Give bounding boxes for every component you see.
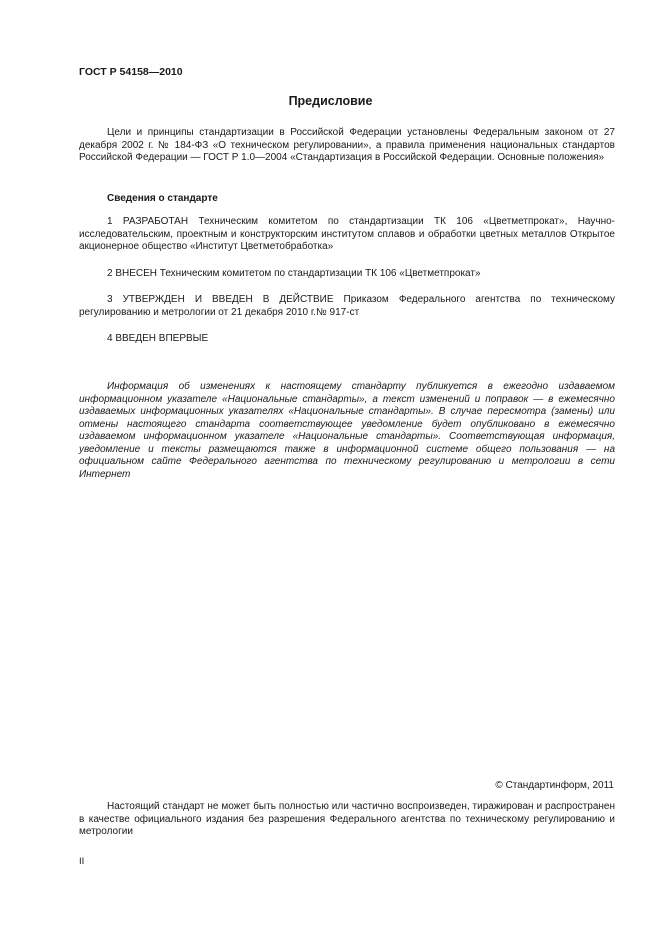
item-4: 4 ВВЕДЕН ВПЕРВЫЕ (107, 333, 209, 344)
rights-paragraph: Настоящий стандарт не может быть полностью или частично воспроизведен, тиражирован и распространен в качестве официального издания без разрешения Федерального агентства по техническому регулированию и метрологии (79, 801, 615, 837)
item-2: 2 ВНЕСЕН Техническим комитетом по стандартизации ТК 106 «Цветметпрокат» (107, 268, 481, 279)
intro-paragraph: Цели и принципы стандартизации в Российской Федерации установлены Федеральным законом от 27 декабря 2002 г. № 184-ФЗ «О техническом регулировании», а правила применения национальных стандартов Российской Федерации — ГОСТ Р 1.0—2004 «Стандартизация в Российской Федерации. Основные положения» (79, 127, 615, 163)
notice-paragraph: Информация об изменениях к настоящему стандарту публикуется в ежегодно издаваемом информационном указателе «Национальные стандарты», а текст изменений и поправок — в ежемесячно издаваемых информационных указателях «Национальные стандарты». В случае пересмотра (замены) или отмены настоящего стандарта соответствующее уведомление будет опубликовано в ежемесячно издаваемом информационном указателе «Национальные стандарты». Соответствующая информация, уведомление и тексты размещаются также в информационной системе общего пользования — на официальном сайте Федерального агентства по техническому регулированию и метрологии в сети Интернет (79, 381, 615, 480)
item-1: 1 РАЗРАБОТАН Техническим комитетом по стандартизации ТК 106 «Цветметпрокат», Научно-исследовательским, проектным и конструкторским институтом сплавов и обработки цветных металлов Открытое акционерное общество «Институт Цветметобработка» (79, 216, 615, 252)
item-3: 3 УТВЕРЖДЕН И ВВЕДЕН В ДЕЙСТВИЕ Приказом Федерального агентства по техническому регулированию и метрологии от 21 декабря 2010 г.№ 917-ст (79, 294, 615, 318)
page-number: II (79, 856, 85, 867)
info-heading: Сведения о стандарте (107, 193, 218, 204)
copyright: © Стандартинформ, 2011 (495, 780, 614, 791)
standard-header: ГОСТ Р 54158—2010 (79, 66, 183, 78)
page-title: Предисловие (288, 94, 373, 108)
